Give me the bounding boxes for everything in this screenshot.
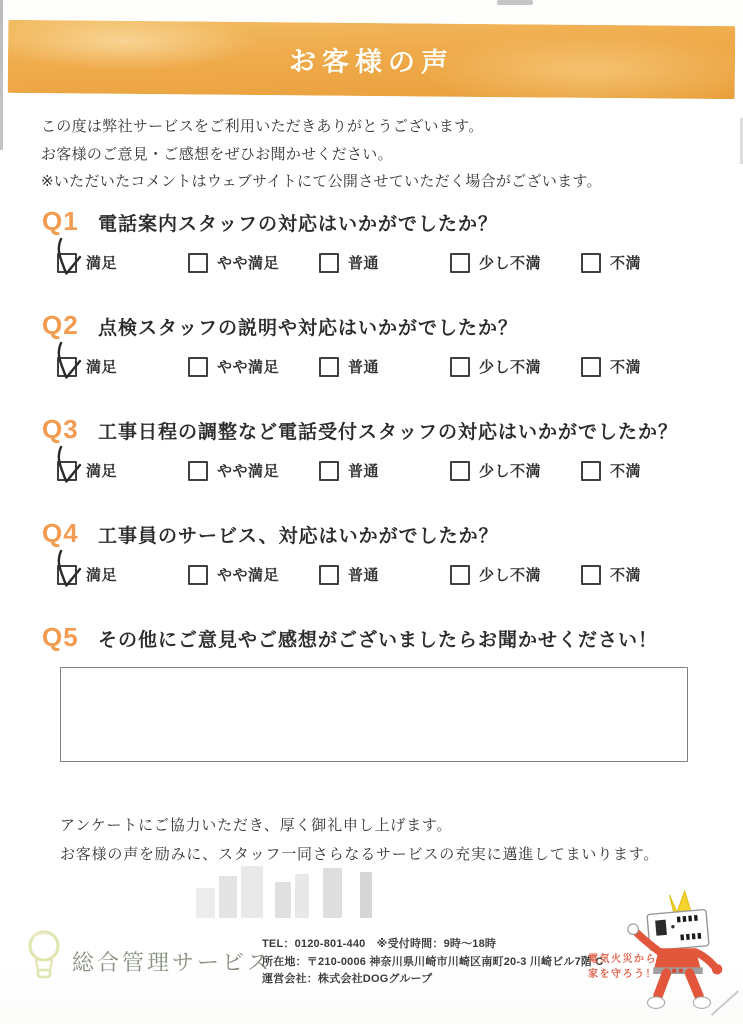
title-banner <box>8 20 736 99</box>
checkbox[interactable] <box>57 253 77 273</box>
option-label: やや満足 <box>217 567 280 584</box>
handwritten-checkmark-icon <box>50 236 90 284</box>
option-やや満足[interactable] <box>188 252 319 273</box>
option-少し不満[interactable] <box>450 252 581 273</box>
options-row <box>57 356 713 377</box>
options-row <box>57 564 713 585</box>
question-number: Q5 <box>42 622 79 652</box>
checkbox[interactable] <box>450 357 470 377</box>
slogan-line-1: 電気火災から <box>588 954 657 965</box>
option-label: 普通 <box>348 567 380 584</box>
mascot-slogan <box>588 952 657 982</box>
question-text: 工事日程の調整など電話受付スタッフの対応はいかがでしたか？ <box>98 422 679 443</box>
option-label: 不満 <box>610 463 642 480</box>
checkbox[interactable] <box>450 253 470 273</box>
checkbox[interactable] <box>450 565 470 585</box>
option-label: 不満 <box>610 255 642 272</box>
option-label: やや満足 <box>217 359 280 376</box>
lightbulb-logo-icon <box>22 926 68 990</box>
mascot-area <box>588 886 740 1022</box>
checkbox[interactable] <box>319 461 339 481</box>
question-header <box>40 622 713 653</box>
question-number: Q1 <box>42 206 79 236</box>
closing-text <box>60 812 659 869</box>
option-label: 満足 <box>86 463 118 480</box>
options-row <box>57 252 713 273</box>
option-label: 少し不満 <box>479 255 542 272</box>
option-label: やや満足 <box>217 463 280 480</box>
scan-edge-artifact <box>0 0 2 70</box>
tel-line: TEL：0120-801-440 ※受付時間：9時～18時 <box>262 938 497 950</box>
checkbox[interactable] <box>581 461 601 481</box>
option-普通[interactable] <box>319 564 450 585</box>
checkbox[interactable] <box>319 357 339 377</box>
closing-line-1: アンケートにご協力いただき、厚く御礼申し上げます。 <box>60 817 453 834</box>
question-block <box>40 206 713 273</box>
handwritten-checkmark-icon <box>50 444 90 492</box>
checkbox[interactable] <box>581 253 601 273</box>
option-普通[interactable] <box>319 252 450 273</box>
option-label: 普通 <box>348 463 380 480</box>
checkbox[interactable] <box>188 461 208 481</box>
question-header <box>40 206 713 237</box>
checkbox[interactable] <box>57 357 77 377</box>
question-header <box>40 518 713 549</box>
question-text: その他にご意見やご感想がございましたらお聞かせください！ <box>98 630 659 651</box>
question-block <box>40 414 713 481</box>
option-不満[interactable] <box>581 564 641 585</box>
company-contact-info <box>262 936 604 989</box>
question-header <box>40 310 713 341</box>
checkbox[interactable] <box>581 357 601 377</box>
question-list <box>40 206 713 585</box>
option-少し不満[interactable] <box>450 460 581 481</box>
options-row <box>57 460 713 481</box>
checkbox[interactable] <box>57 565 77 585</box>
intro-text <box>41 113 602 196</box>
option-満足[interactable] <box>57 564 188 585</box>
closing-line-2: お客様の声を励みに、スタッフ一同さらなるサービスの充実に邁進してまいります。 <box>60 845 660 863</box>
option-label: 少し不満 <box>479 359 542 376</box>
option-やや満足[interactable] <box>188 564 319 585</box>
company-logo <box>22 926 272 990</box>
checkbox[interactable] <box>188 253 208 273</box>
checkbox[interactable] <box>319 565 339 585</box>
scan-mark <box>497 0 533 5</box>
checkbox[interactable] <box>188 565 208 585</box>
intro-line-1: この度は弊社サービスをご利用いただきありがとうございます。 <box>41 118 484 135</box>
scan-edge-artifact <box>0 0 3 150</box>
company-name: 総合管理サービス <box>72 949 273 975</box>
option-少し不満[interactable] <box>450 564 581 585</box>
option-label: 少し不満 <box>479 463 542 480</box>
option-不満[interactable] <box>581 356 641 377</box>
option-普通[interactable] <box>319 356 450 377</box>
redacted-handwriting-blur <box>196 862 376 918</box>
question-text: 工事員のサービス、対応はいかがでしたか？ <box>98 526 499 547</box>
question-text: 電話案内スタッフの対応はいかがでしたか？ <box>98 214 499 235</box>
question-block <box>40 518 713 585</box>
option-label: 普通 <box>348 359 380 376</box>
page-title: お客様の声 <box>288 46 455 78</box>
intro-line-2: お客様のご意見・ご感想をぜひお聞かせください。 <box>41 145 393 163</box>
question-header <box>40 414 713 445</box>
option-やや満足[interactable] <box>188 356 319 377</box>
questions-section <box>40 206 713 799</box>
handwritten-checkmark-icon <box>50 548 90 596</box>
checkbox[interactable] <box>581 565 601 585</box>
operator-line: 運営会社：株式会社DOGグループ <box>262 973 433 985</box>
option-label: 不満 <box>610 567 642 584</box>
option-label: 満足 <box>86 255 118 272</box>
handwritten-checkmark-icon <box>50 340 90 388</box>
question-text: 点検スタッフの説明や対応はいかがでしたか？ <box>98 318 519 339</box>
checkbox[interactable] <box>319 253 339 273</box>
option-label: 不満 <box>610 359 642 376</box>
option-label: やや満足 <box>217 255 280 272</box>
option-label: 満足 <box>86 359 118 376</box>
option-普通[interactable] <box>319 460 450 481</box>
option-label: 普通 <box>348 255 380 272</box>
question-number: Q3 <box>42 414 79 444</box>
question-number: Q4 <box>42 518 79 548</box>
checkbox[interactable] <box>450 461 470 481</box>
checkbox[interactable] <box>188 357 208 377</box>
option-やや満足[interactable] <box>188 460 319 481</box>
comment-input[interactable] <box>60 667 688 762</box>
slogan-line-2: 家を守ろう！ <box>588 969 657 980</box>
option-label: 満足 <box>86 567 118 584</box>
question-block <box>40 310 713 377</box>
checkbox[interactable] <box>57 461 77 481</box>
option-不満[interactable] <box>581 252 641 273</box>
option-満足[interactable] <box>57 356 188 377</box>
option-満足[interactable] <box>57 460 188 481</box>
option-label: 少し不満 <box>479 567 542 584</box>
intro-line-3: ※いただいたコメントはウェブサイトにて公開させていただく場合がございます。 <box>41 173 602 190</box>
option-満足[interactable] <box>57 252 188 273</box>
question-q5 <box>40 622 713 762</box>
question-number: Q2 <box>42 310 79 340</box>
option-少し不満[interactable] <box>450 356 581 377</box>
option-不満[interactable] <box>581 460 641 481</box>
address-line: 所在地：〒210-0006 神奈川県川崎市川崎区南町20-3 川崎ビル7階 C <box>262 955 604 968</box>
